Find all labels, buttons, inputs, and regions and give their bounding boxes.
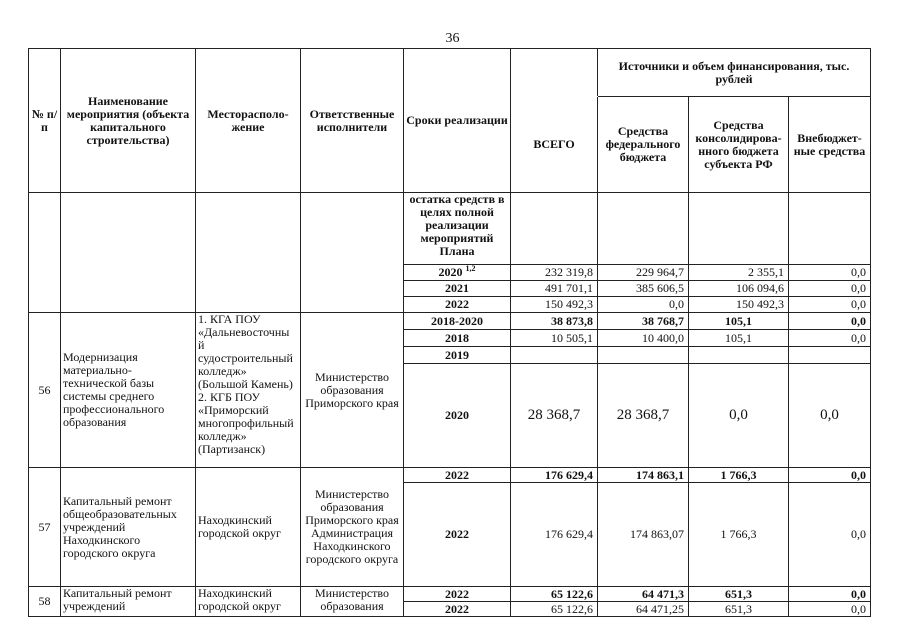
regional-cell [689,347,789,364]
item-location: Находкинский городской округ [196,587,301,617]
year-cell: 2020 $^{1,2}$ [404,265,511,281]
year-cell: 2018 [404,330,511,347]
regional-cell: 651,3 [689,602,789,617]
header-spacer [511,49,598,97]
cont-num [29,193,61,313]
regional-cell: 0,0 [689,364,789,468]
extra-cell [789,347,871,364]
header-location: Месторасполо-жение [196,49,301,193]
federal-cell: 0,0 [598,297,689,313]
header-funding-group: Источники и объем финансирования, тыс. рублей [598,49,871,97]
header-name: Наименование мероприятия (объекта капитального строительства) [61,49,196,193]
item-responsible: Министерство образования [301,587,404,617]
year-cell: 2021 [404,281,511,297]
federal-cell: 229 964,7 [598,265,689,281]
cont-terms-text: остатка средств в целях полной реализации мероприятий Плана [404,193,511,265]
item-name: Капитальный ремонт общеобразовательных учреждений Находкинского городского округа [61,468,196,587]
extra-cell: 0,0 [789,330,871,347]
federal-cell: 174 863,07 [598,483,689,587]
cont-location [196,193,301,313]
regional-cell: 1 766,3 [689,468,789,483]
federal-cell: 64 471,25 [598,602,689,617]
row-number: 56 [29,313,61,468]
year-cell: 2022 [404,587,511,602]
item-name: Капитальный ремонт учреждений [61,587,196,617]
row-number: 57 [29,468,61,587]
item-responsible: Министерство образования Приморского края Администрация Находкинского городского округа [301,468,404,587]
regional-cell: 105,1 [689,330,789,347]
row-number: 58 [29,587,61,617]
year-cell: 2020 [404,364,511,468]
header-terms: Сроки реализации [404,49,511,193]
cont-responsible [301,193,404,313]
federal-cell: 385 606,5 [598,281,689,297]
table-row [29,313,871,330]
year-cell: 2022 [404,483,511,587]
extra-cell: 0,0 [789,297,871,313]
regional-cell: 1 766,3 [689,483,789,587]
regional-cell: 105,1 [689,313,789,330]
total-cell: 176 629,4 [511,468,598,483]
extra-cell: 0,0 [789,602,871,617]
total-cell: 491 701,1 [511,281,598,297]
extra-cell: 0,0 [789,468,871,483]
header-num: № п/п [29,49,61,193]
header-regional: Средства консолидирова-нного бюджета субъекта РФ [689,97,789,193]
page-number: 36 [445,31,460,46]
total-cell: 28 368,7 [511,364,598,468]
total-cell: 65 122,6 [511,587,598,602]
total-cell: 176 629,4 [511,483,598,587]
extra-cell: 0,0 [789,313,871,330]
table-row [29,587,871,602]
cont-name [61,193,196,313]
regional-cell: 2 355,1 [689,265,789,281]
item-location: Находкинский городской округ [196,468,301,587]
extra-cell: 0,0 [789,364,871,468]
extra-cell: 0,0 [789,265,871,281]
federal-cell [598,347,689,364]
federal-cell: 174 863,1 [598,468,689,483]
extra-cell: 0,0 [789,483,871,587]
header-responsible: Ответственные исполнители [301,49,404,193]
item-location: 1. КГА ПОУ «Дальневосточны й судостроительный колледж» (Большой Камень) 2. КГБ ПОУ «Приморский многопрофильный колледж» (Партизанск) [196,313,301,468]
item-name: Модернизация материально-технической базы системы среднего профессионального образования [61,313,196,468]
table-row [29,468,871,483]
financing-table [28,48,871,617]
year-cell: 2022 [404,297,511,313]
header-total: ВСЕГО [511,97,598,193]
extra-cell: 0,0 [789,587,871,602]
federal-cell: 28 368,7 [598,364,689,468]
extra-cell: 0,0 [789,281,871,297]
total-cell: 65 122,6 [511,602,598,617]
year-cell: 2022 [404,602,511,617]
item-responsible: Министерство образования Приморского края [301,313,404,468]
header-federal: Средства федерального бюджета [598,97,689,193]
federal-cell: 64 471,3 [598,587,689,602]
total-cell: 232 319,8 [511,265,598,281]
total-cell [511,347,598,364]
regional-cell: 651,3 [689,587,789,602]
regional-cell: 106 094,6 [689,281,789,297]
year-cell: 2018-2020 [404,313,511,330]
regional-cell: 150 492,3 [689,297,789,313]
header-extra: Внебюджет-ные средства [789,97,871,193]
federal-cell: 10 400,0 [598,330,689,347]
year-cell: 2022 [404,468,511,483]
total-cell: 10 505,1 [511,330,598,347]
year-cell: 2019 [404,347,511,364]
federal-cell: 38 768,7 [598,313,689,330]
total-cell: 38 873,8 [511,313,598,330]
total-cell: 150 492,3 [511,297,598,313]
